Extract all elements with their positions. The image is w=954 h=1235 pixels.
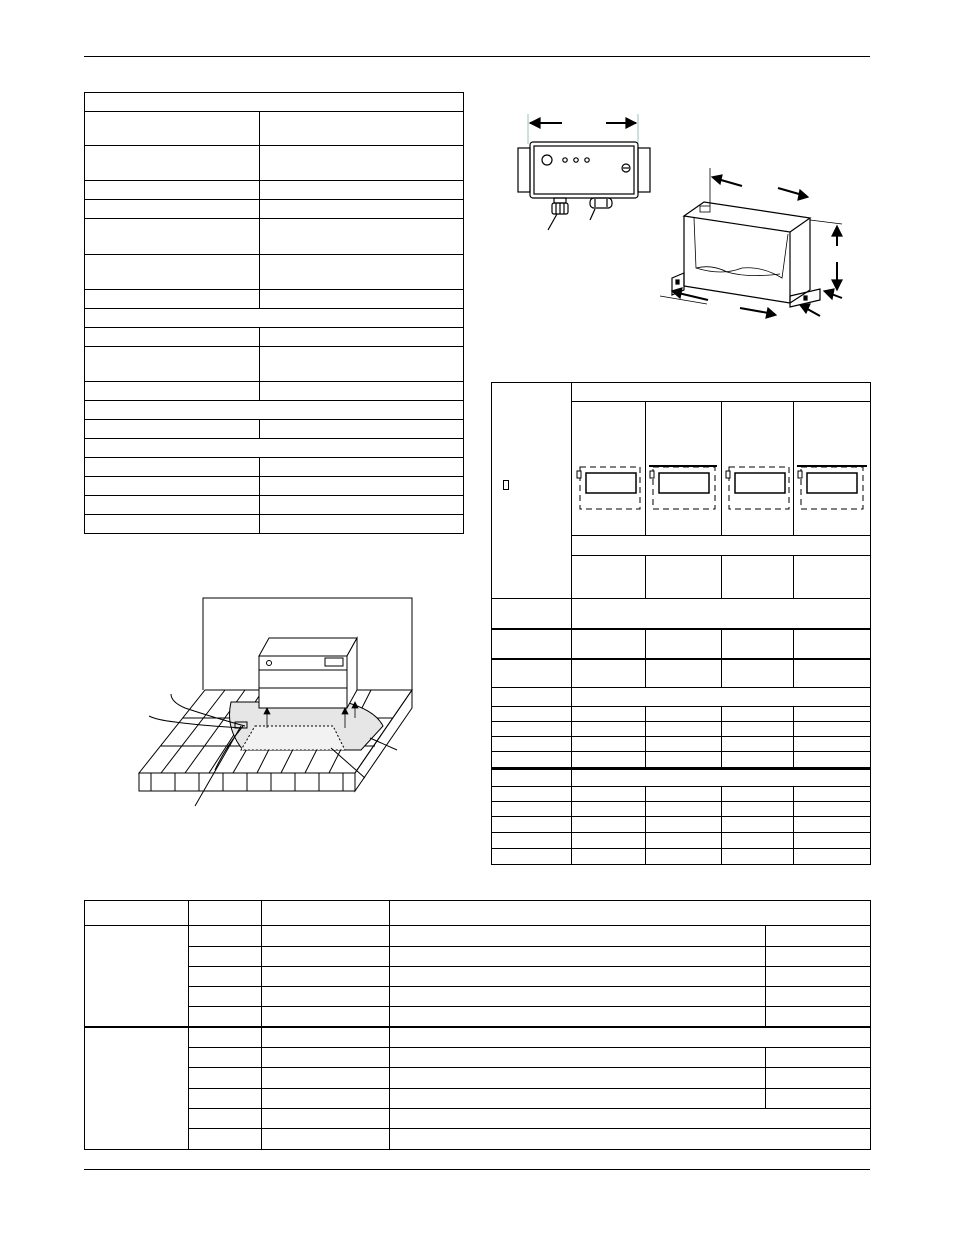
spec-row-label	[85, 112, 260, 146]
spec-row-label	[85, 146, 260, 181]
spec-row-label	[85, 496, 260, 515]
dimension-table	[491, 382, 871, 865]
table-divider	[261, 901, 262, 1149]
config-icon-a	[576, 463, 642, 513]
spec-row-label	[85, 290, 260, 309]
spec-row-value	[260, 219, 464, 255]
spec-row-value	[260, 200, 464, 219]
table-rule	[492, 736, 870, 737]
spec-row-value	[260, 290, 464, 309]
spec-row-value	[260, 347, 464, 382]
drip-tray-icon	[652, 168, 852, 323]
spec-row-value	[260, 420, 464, 439]
config-icon-b	[649, 463, 719, 513]
table-rule	[492, 801, 870, 802]
spec-row-label	[85, 382, 260, 401]
table-divider	[793, 786, 794, 864]
spec-row-label	[85, 181, 260, 200]
table-rule	[492, 816, 870, 817]
table-divider	[793, 706, 794, 768]
table-rule	[492, 687, 870, 688]
spec-row-label	[85, 458, 260, 477]
config-icon-c	[725, 463, 791, 513]
group-rule	[85, 1026, 870, 1028]
table-divider	[765, 1048, 766, 1109]
table-divider	[721, 628, 722, 688]
config-icon-d	[797, 463, 867, 513]
table-divider	[645, 555, 646, 598]
table-rule	[572, 535, 870, 536]
spec-row-label	[85, 255, 260, 290]
table-divider	[765, 926, 766, 1027]
spec-row-value	[260, 515, 464, 534]
spec-row-label	[85, 420, 260, 439]
table-divider	[571, 383, 572, 863]
spec-row-value	[260, 181, 464, 200]
table-rule	[492, 767, 870, 770]
spec-section-header	[85, 401, 464, 420]
table-rule	[492, 786, 870, 787]
table-divider	[721, 401, 722, 535]
table-divider	[389, 901, 390, 1149]
spec-row-value	[260, 382, 464, 401]
table-divider	[721, 706, 722, 768]
spec-row-label	[85, 200, 260, 219]
table-rule	[189, 1047, 870, 1048]
table-divider	[188, 901, 189, 1149]
header-rule	[84, 56, 870, 57]
bottom-table-header	[85, 901, 870, 926]
table-rule	[492, 751, 870, 752]
sensor-housing-icon	[510, 108, 660, 248]
table-rule	[189, 1128, 870, 1129]
spec-section-header	[85, 309, 464, 328]
small-square-icon	[503, 480, 509, 490]
table-rule	[189, 1088, 870, 1089]
table-divider	[721, 786, 722, 864]
table-rule	[492, 721, 870, 722]
table-rule	[492, 658, 870, 660]
table-divider	[645, 628, 646, 688]
table-divider	[721, 555, 722, 598]
table-rule	[189, 1067, 870, 1068]
table-rule	[492, 832, 870, 833]
spec-table-title	[85, 93, 464, 112]
spec-row-label	[85, 477, 260, 496]
spec-row-label	[85, 515, 260, 534]
table-divider	[793, 401, 794, 535]
floor-installation-icon	[135, 598, 415, 808]
table-divider	[571, 863, 572, 864]
spec-row-label	[85, 328, 260, 347]
table-divider	[645, 401, 646, 535]
table-rule	[189, 986, 870, 987]
bottom-table	[84, 900, 871, 1150]
table-rule	[492, 598, 870, 599]
table-rule	[189, 1108, 870, 1109]
spec-row-value	[260, 458, 464, 477]
table-divider	[793, 555, 794, 598]
table-rule	[189, 946, 870, 947]
table-divider	[793, 628, 794, 688]
table-divider	[645, 786, 646, 864]
table-divider	[645, 706, 646, 768]
table-rule	[492, 848, 870, 849]
spec-row-label	[85, 219, 260, 255]
table-rule	[189, 966, 870, 967]
footer-rule	[84, 1169, 870, 1170]
spec-row-value	[260, 112, 464, 146]
spec-row-label	[85, 347, 260, 382]
dimension-table-header	[572, 383, 870, 402]
spec-row-value	[260, 255, 464, 290]
spec-row-value	[260, 496, 464, 515]
spec-row-value	[260, 328, 464, 347]
table-rule	[189, 1006, 870, 1007]
table-rule	[492, 706, 870, 707]
spec-table	[84, 92, 464, 534]
table-rule	[492, 628, 870, 630]
spec-row-value	[260, 146, 464, 181]
spec-row-value	[260, 477, 464, 496]
spec-section-header	[85, 439, 464, 458]
